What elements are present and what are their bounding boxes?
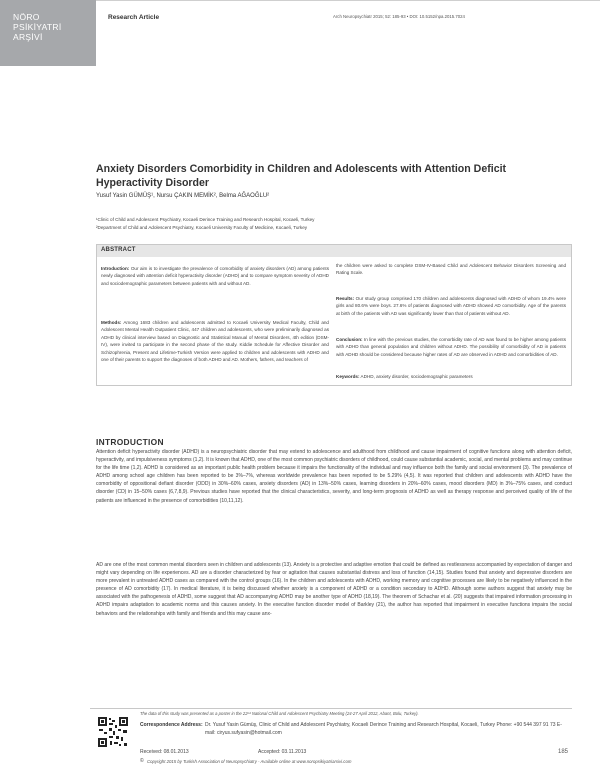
abstract-intro-text: Our aim is to investigate the prevalence of comorbidity of anxiety disorders (AD) among patients newly diagnosed with attention deficit hyperactivity disorder (ADHD) and to compare symptom severity of ADHD and sociodemographic parameters between patients with and without AD. (101, 266, 329, 286)
presentation-note: The data of this study was presented as a poster in the 22ⁿᵈ National Child and Adolescent Psychiatry Meeting (24-27 April 2012, Abant, Bolu, Turkey). (140, 711, 419, 716)
journal-logo (0, 0, 96, 66)
logo-line-1: NÖRO (13, 12, 40, 22)
abstract-header-bar (97, 245, 571, 257)
abstract-keywords-text: ADHD, anxiety disorder, sociodemographic parameters (360, 374, 473, 379)
abstract-results-text: Our study group comprised 170 children and adolescents diagnosed with ADHD of whom 19.4% were girls and 80.6% were boys. 27.6% of patients diagnosed with ADHD showed AD comorbidity. Age of the parents at birth of the patients with AD was significantly lower than that of patients without AD. (336, 296, 566, 316)
abstract-introduction (101, 265, 329, 287)
abstract-methods-text: Among 1683 children and adolescents admitted to Kocaeli University Medical Faculty, Child and Adolescent Mental Health Outpatient Clinic, 447 children and adolescents, who were preliminarily diagnosed as ADHD by clinical interview based on Diagnostic and Statistical Manual of Mental Disorders, 4th edition (DSM-IV), were invited to participate in the second phase of the study. Kiddie Schedule for Affective Disorder and Schizophrenia, Present and Lifetime-Turkish Version were applied to children and adolescents with ADHD and one of their parents to support the diagnoses of both ADHD and AD. Mothers, fathers, and teachers of (101, 320, 329, 363)
article-title: Anxiety Disorders Comorbidity in Children and Adolescents with Attention Deficit Hyperactivity Disorder (96, 163, 507, 189)
correspondence-label: Correspondence Address: (140, 722, 203, 728)
abstract-conclusion (336, 336, 566, 358)
abstract-heading: ABSTRACT (101, 247, 136, 253)
page-number: 185 (558, 749, 569, 755)
abstract-results (336, 295, 566, 317)
abstract-keywords-label: Keywords: (336, 374, 360, 379)
affiliation-1: ¹Clinic of Child and Adolescent Psychiatry, Kocaeli Derince Training and Research Hospital, Kocaeli, Turkey (96, 217, 315, 222)
introduction-paragraph-1: Attention deficit hyperactivity disorder (ADHD) is a neuropsychiatric disorder that may extend to adolescence and adulthood from childhood and cause impairment of cognitive functions along with attention deficit, hyperactivity, and impulsiveness symptoms (1,2). It is known that ADHD, one of the most common psychiatric disorders of childhood, could cause substantial academic, social, and mental problems and may continue for the life time (1,2). ADHD is considered as an important public health problem because it impairs the functionality of the individual and may influence both the family and social environment (3). The prevalence of ADHD among school age children has been reported to be 3%–7%, whereas worldwide prevalence has been reported to be 5.29% (4,5). It was reported that children and adolescents with ADHD have the comorbidity of oppositional defiant disorder (ODD) in 30%–60% cases, anxiety disorders (AD) in 13%–50% cases, learning disorders in 20%–60% cases, mood disorders (MD) in 3%–75% cases, and conduct disorder (CD) in 15–50% cases (6,7,8,9). Previous studies have reported that the clinical characteristics, severity, and long-term prognosis of ADHD as well as therapy response and perceived quality of life of the patients are influenced in the presence of comorbidities (10,11,12). (96, 449, 572, 504)
abstract-keywords (336, 373, 566, 380)
logo-line-2: PSİKİYATRİ (13, 22, 62, 32)
introduction-paragraph-2: AD are one of the most common mental disorders seen in children and adolescents (13). Anxiety is a protective and adaptive emotion that could be defined as restlessness accompanied by expectation of danger and might vary depending on life experiences. AD are a disorder characterized by fear or agitation that causes substantial distress and loss of function (14,15). Studies found that anxiety and depressive disorders are more prevalent in untreated ADHD cases as compared with the control groups (16). In the children and adolescents with ADHD, working memory and cognitive processes are likely to be negatively influenced in the presence of AD comorbidity (17). In medical literature, it is being discussed whether anxiety is a component of ADHD or a condition secondary to ADHD. Although some authors suggest that anxiety may be associated with the pathogenesis of ADHD, some suggest that AD accompanying ADHD may be another type of ADHD (18,19). The theorem of Schachar et al. (20) suggests that impaired information processing in ADHD impairs adaptation to academic norms and this causes anxiety. In the executive function disorder model of Barkley (21), the author has reported that impairment in executive functions impairs the social behaviors and the relationships with family and friends and this may cause anx- (96, 562, 572, 617)
abstract-methods-continued: the children were asked to complete DSM-IV-Based Child and Adolescent Behavior Disorders Screening and Rating Scale. (336, 263, 566, 276)
introduction-heading: INTRODUCTION (96, 437, 164, 447)
logo-line-3: ARŞİVİ (13, 32, 43, 42)
abstract-conclusion-label: Conclusion: (336, 337, 363, 342)
article-type-label: Research Article (108, 14, 160, 21)
abstract-conclusion-text: In line with the previous studies, the comorbidity rate of AD was found to be higher among patients with ADHD than general population and children without ADHD. The possibility of comorbidity of AD in patients with ADHD should be considered because higher rates of AD are observed in ADHD and comorbidities of AD. (336, 337, 567, 357)
author-list: Yusuf Yasin GÜMÜŞ¹, Nursu ÇAKIN MEMİK², Belma AĞAOĞLU² (96, 193, 270, 199)
abstract-results-label: Results: (336, 296, 355, 301)
abstract-methods-label: Methods: (101, 320, 122, 325)
copyright-icon: © (140, 758, 144, 764)
abstract-intro-label: Introduction: (101, 266, 130, 271)
footer-rule (90, 708, 572, 709)
correspondence-address: Dr. Yusuf Yasin Gümüş, Clinic of Child and Adolescent Psychiatry, Kocaeli Derince Training and Research Hospital, Kocaeli, Turkey Phone: +90 544 397 91 73 E-mail: ciryus.sufyasin@hotmail.com (205, 722, 562, 736)
qr-code-icon (97, 716, 129, 748)
affiliation-2: ²Department of Child and Adolescent Psychiatry, Kocaeli University Faculty of Medicine, Kocaeli, Turkey (96, 225, 308, 230)
received-date: Received: 08.01.2013 (140, 749, 189, 755)
accepted-date: Accepted: 03.11.2013 (258, 749, 307, 755)
abstract-methods (101, 319, 329, 363)
copyright-notice: Copyright 2015 by Turkish Association of Neuropsychiatry - Available online at www.noropsikiyatriarsivi.com (147, 759, 352, 764)
journal-reference: Arch Neuropsychiatr 2015; 52: 185-93 • DOI: 10.5152/npa.2015.7024 (333, 14, 465, 19)
